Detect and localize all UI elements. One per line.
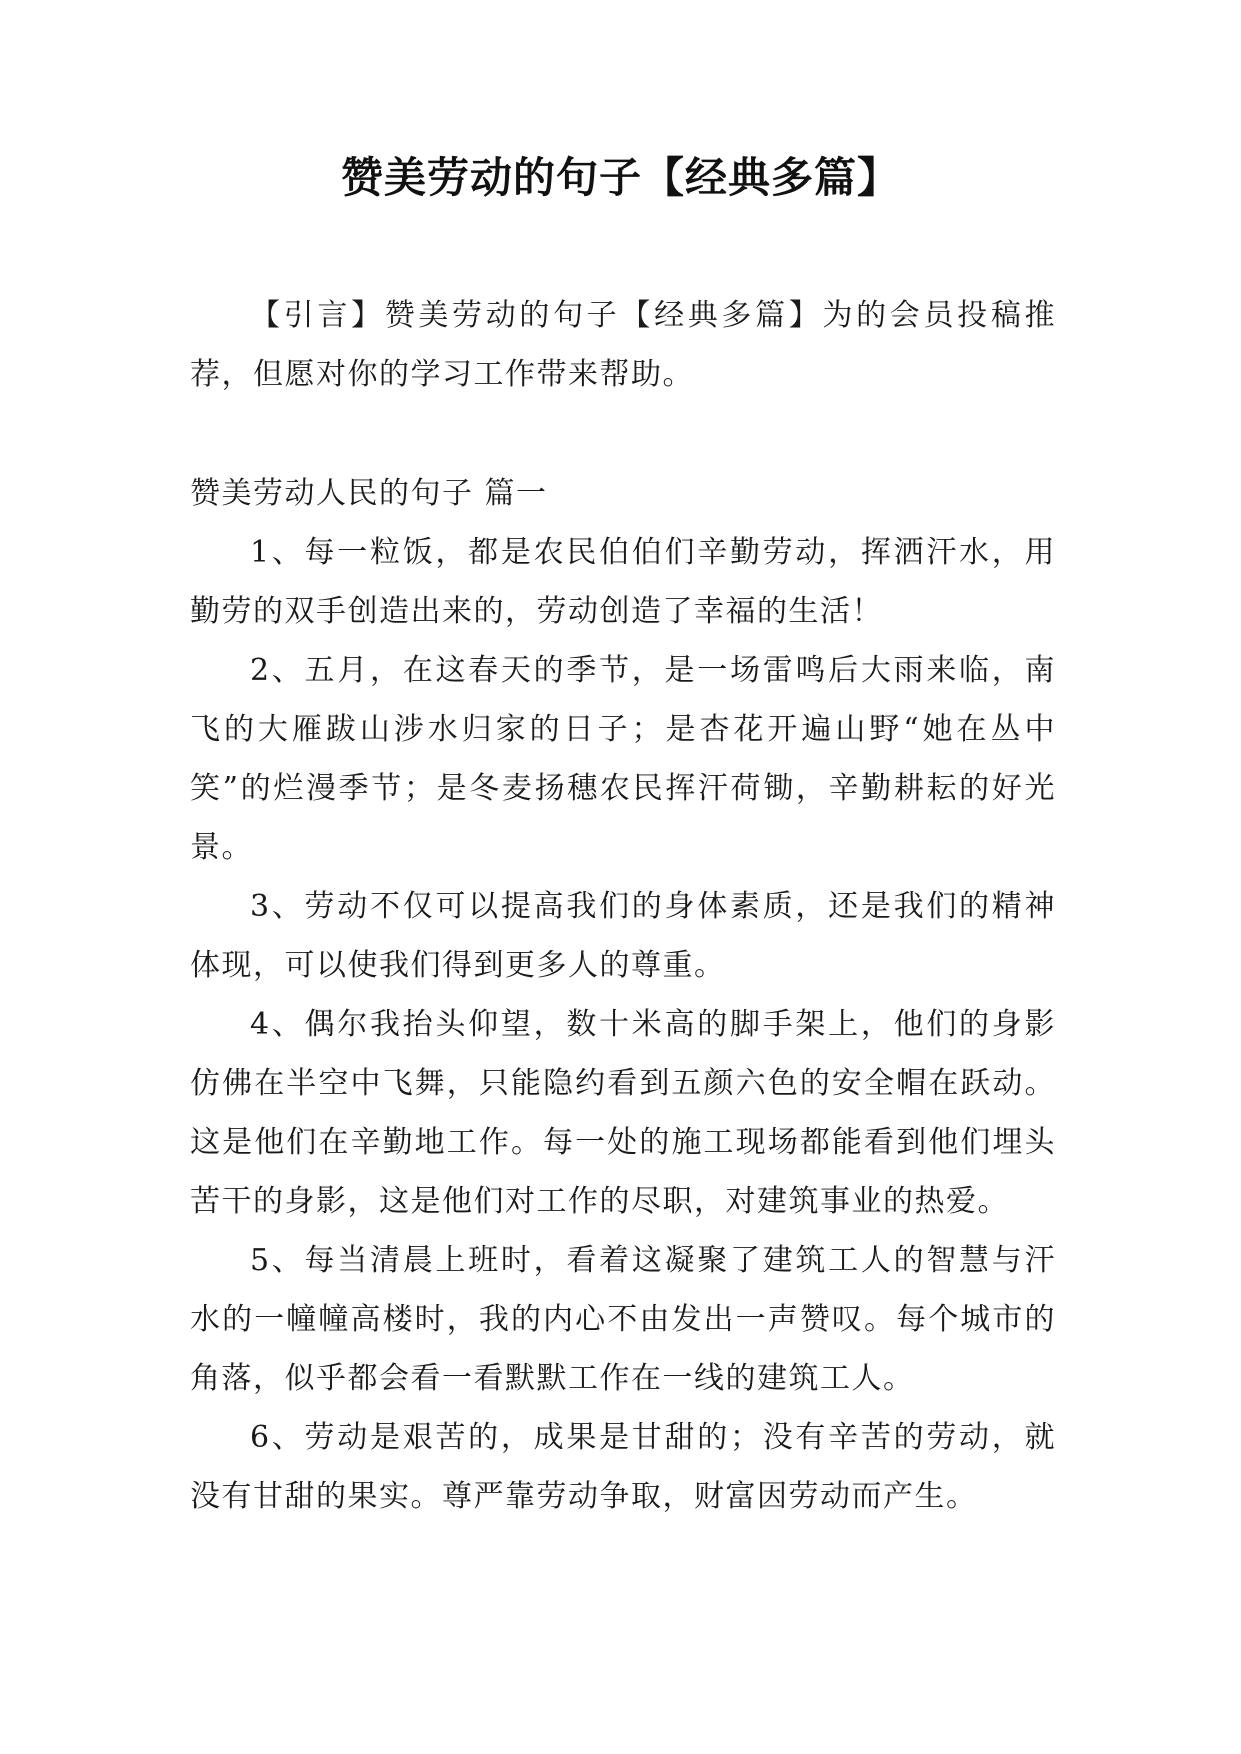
list-item: 2、五月，在这春天的季节，是一场雷鸣后大雨来临，南飞的大雁跋山涉水归家的日子；是杏花开遍山野“她在丛中笑”的烂漫季节；是冬麦扬穗农民挥汗荷锄，辛勤耕耘的好光景。	[190, 653, 1056, 865]
document-body	[190, 286, 1056, 1526]
intro-paragraph: 【引言】赞美劳动的句子【经典多篇】为的会员投稿推荐，但愿对你的学习工作带来帮助。	[190, 298, 1056, 392]
list-item: 5、每当清晨上班时，看着这凝聚了建筑工人的智慧与汗水的一幢幢高楼时，我的内心不由发出一声赞叹。每个城市的角落，似乎都会看一看默默工作在一线的建筑工人。	[190, 1243, 1056, 1396]
list-item: 3、劳动不仅可以提高我们的身体素质，还是我们的精神体现，可以使我们得到更多人的尊重。	[190, 889, 1056, 983]
document-title: 赞美劳动的句子【经典多篇】	[340, 153, 900, 202]
list-item: 6、劳动是艰苦的，成果是甘甜的；没有辛苦的劳动，就没有甘甜的果实。尊严靠劳动争取，财富因劳动而产生。	[190, 1420, 1056, 1514]
section-heading: 赞美劳动人民的句子 篇一	[190, 476, 548, 511]
list-item: 1、每一粒饭，都是农民伯伯们辛勤劳动，挥洒汗水，用勤劳的双手创造出来的，劳动创造了幸福的生活！	[190, 535, 1056, 629]
list-item: 4、偶尔我抬头仰望，数十米高的脚手架上，他们的身影仿佛在半空中飞舞，只能隐约看到五颜六色的安全帽在跃动。这是他们在辛勤地工作。每一处的施工现场都能看到他们埋头苦干的身影，这是他们对工作的尽职，对建筑事业的热爱。	[190, 1007, 1056, 1219]
